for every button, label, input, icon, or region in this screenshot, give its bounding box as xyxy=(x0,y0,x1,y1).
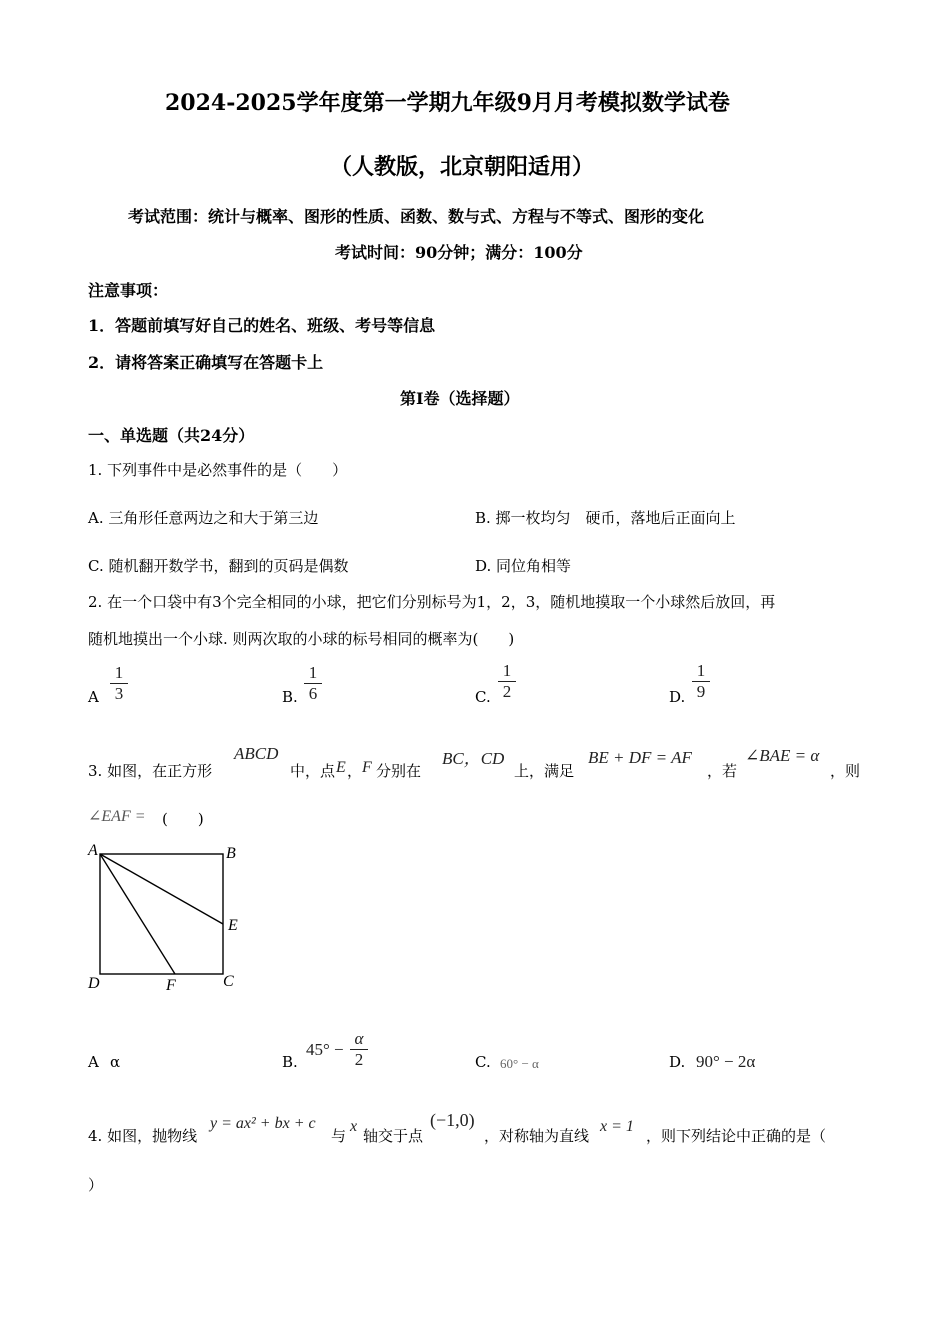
q3-math-angle-bae: ∠BAE = α xyxy=(745,746,820,765)
q4-math-parabola: y = ax² + bx + c xyxy=(210,1115,316,1132)
notes-item-1: 1．答题前填写好自己的姓名、班级、考号等信息 xyxy=(88,316,436,335)
q3-stem-part4: 上，满足 xyxy=(514,762,575,780)
q1-stem: 1. 下列事件中是必然事件的是（ ） xyxy=(88,461,348,479)
exam-title: 2024-2025学年度第一学期九年级9月月考模拟数学试卷 xyxy=(165,90,730,116)
q3-point-e: E xyxy=(336,759,346,776)
q4-stem-part3: 轴交于点 xyxy=(363,1127,424,1145)
q3-option-a-value: α xyxy=(110,1053,121,1071)
q3-math-angle-eaf: ∠EAF = xyxy=(88,808,146,825)
q3-comma: ， xyxy=(347,762,363,780)
q2-option-c-label: C. xyxy=(475,688,491,706)
fraction-denominator: 2 xyxy=(502,682,512,701)
label-a: A xyxy=(88,842,98,859)
q3-square-figure xyxy=(80,838,250,998)
q3-math-square: ABCD xyxy=(234,744,279,763)
q2-option-c-fraction xyxy=(498,662,516,701)
q3-stem-part6: ，则 xyxy=(830,762,861,780)
q3-stem-blank: ( ) xyxy=(162,810,204,828)
fraction-numerator: 1 xyxy=(114,663,124,682)
q3-stem-part2: 中，点 xyxy=(290,762,336,780)
q3-math-sides: BC，CD xyxy=(442,749,505,768)
notes-heading: 注意事项： xyxy=(88,281,169,300)
q3-stem-part1: 3. 如图，在正方形 xyxy=(88,762,213,780)
q4-stem-part1: 4. 如图，抛物线 xyxy=(88,1127,198,1145)
q2-stem-line1: 2. 在一个口袋中有3个完全相同的小球，把它们分别标号为1，2，3，随机地摸取一个小球然后放回，再 xyxy=(88,593,776,611)
q4-stem-part5: ，则下列结论中正确的是（ xyxy=(646,1127,827,1145)
q2-option-b-fraction xyxy=(304,664,322,703)
q1-option-c: C. 随机翻开数学书，翻到的页码是偶数 xyxy=(88,557,349,575)
q3-stem-part5: ，若 xyxy=(707,762,738,780)
fraction-numerator: α xyxy=(354,1029,364,1048)
q4-math-point: (−1,0) xyxy=(430,1110,475,1130)
section-heading: 一、单选题（共24分） xyxy=(88,426,255,445)
fraction-denominator: 6 xyxy=(308,684,318,703)
q4-math-x: x xyxy=(350,1118,358,1135)
q4-stem-part2: 与 xyxy=(331,1127,347,1145)
fraction-denominator: 3 xyxy=(114,684,124,703)
fraction-numerator: 1 xyxy=(308,663,318,682)
q4-stem-part6: ） xyxy=(88,1176,104,1194)
q3-option-d-value: 90° − 2α xyxy=(696,1052,756,1071)
q1-option-d: D. 同位角相等 xyxy=(475,557,572,575)
q2-stem-line2: 随机地摸出一个小球. 则两次取的小球的标号相同的概率为( ) xyxy=(88,630,515,648)
q3-option-b-whole: 45° − xyxy=(306,1040,344,1059)
q2-option-d-fraction xyxy=(692,662,710,701)
label-e: E xyxy=(228,917,238,934)
label-d: D xyxy=(88,975,100,992)
q1-option-a: A. 三角形任意两边之和大于第三边 xyxy=(88,509,319,527)
q3-math-condition: BE + DF = AF xyxy=(588,748,692,767)
label-c: C xyxy=(223,973,234,990)
exam-time: 考试时间：90分钟；满分：100分 xyxy=(335,243,583,262)
q3-point-f: F xyxy=(362,759,372,776)
q3-option-c-label: C. xyxy=(475,1053,491,1071)
q2-option-a-fraction xyxy=(110,664,128,703)
q3-option-d-label: D. xyxy=(669,1053,686,1071)
fraction-denominator: 9 xyxy=(696,682,706,701)
fraction-numerator: 1 xyxy=(696,661,706,680)
q4-math-axis: x = 1 xyxy=(600,1118,634,1135)
notes-item-2: 2．请将答案正确填写在答题卡上 xyxy=(88,353,324,372)
q2-option-a-label: A xyxy=(88,688,99,706)
fraction-numerator: 1 xyxy=(502,661,512,680)
q3-option-b-label: B. xyxy=(282,1053,298,1071)
q4-stem-part4: ，对称轴为直线 xyxy=(484,1127,590,1145)
q3-option-b-fraction xyxy=(350,1030,368,1069)
fraction-denominator: 2 xyxy=(354,1050,364,1069)
segment-af xyxy=(100,854,175,974)
volume-heading: 第I卷（选择题） xyxy=(400,389,520,408)
q2-option-d-label: D. xyxy=(669,688,686,706)
exam-scope: 考试范围：统计与概率、图形的性质、函数、数与式、方程与不等式、图形的变化 xyxy=(128,207,705,226)
q3-stem-part3: 分别在 xyxy=(376,762,422,780)
q1-option-b: B. 掷一枚均匀 硬币，落地后正面向上 xyxy=(475,509,736,527)
q3-option-c-value: 60° − α xyxy=(500,1056,539,1071)
q2-option-b-label: B. xyxy=(282,688,298,706)
exam-subtitle: （人教版，北京朝阳适用） xyxy=(330,154,595,180)
q3-option-a-label: A xyxy=(88,1053,99,1071)
label-f: F xyxy=(166,977,176,994)
segment-ae xyxy=(100,854,223,924)
label-b: B xyxy=(226,845,236,862)
